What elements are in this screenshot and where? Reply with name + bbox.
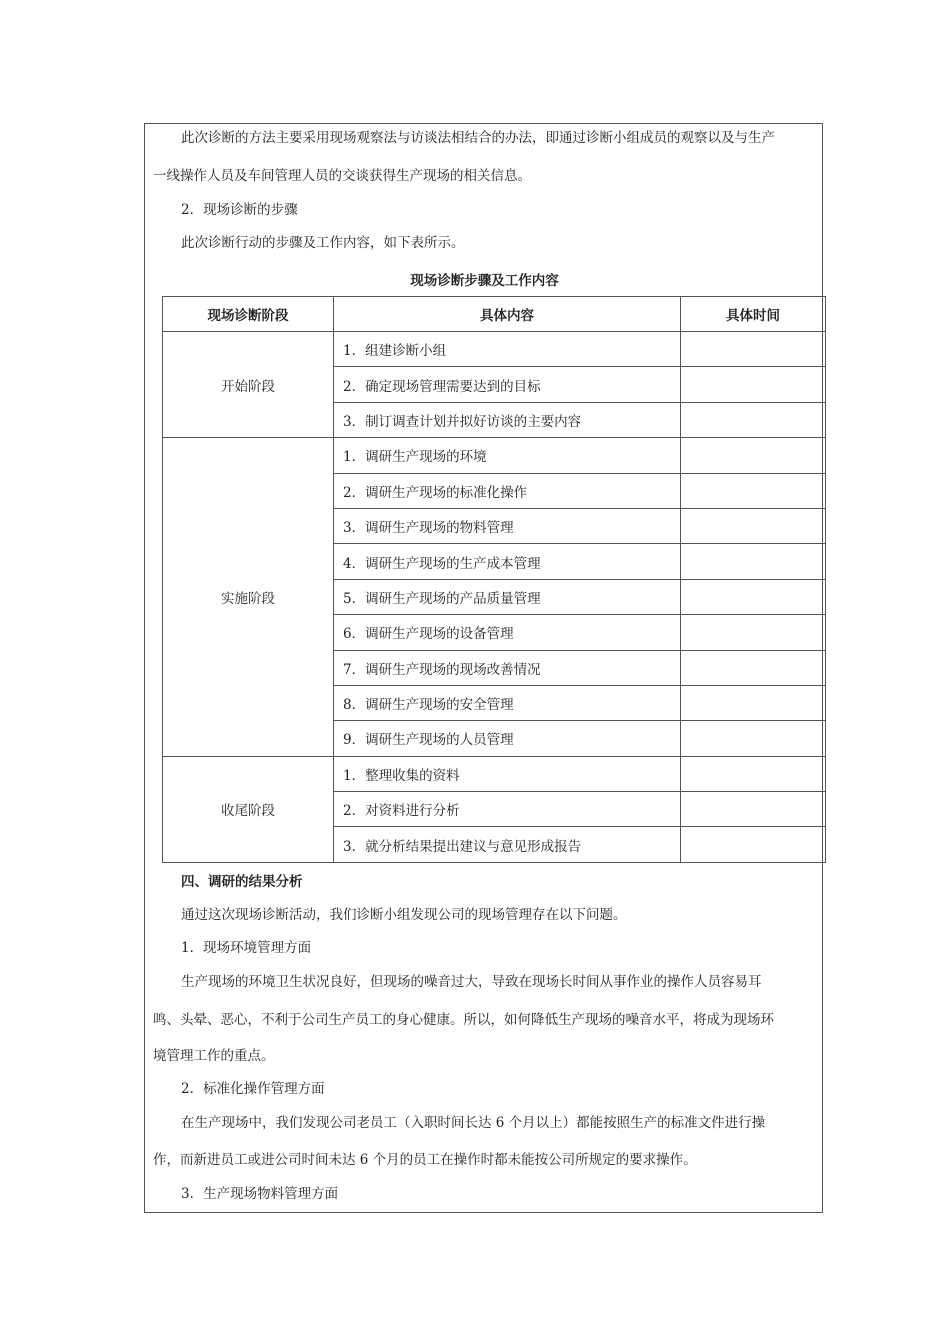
content-cell: 4．调研生产现场的生产成本管理 <box>334 544 681 579</box>
stage-cell: 收尾阶段 <box>163 756 334 862</box>
steps-table <box>162 296 826 863</box>
step-heading: 2．现场诊断的步骤 <box>181 202 298 218</box>
intro-line-2: 一线操作人员及车间管理人员的交谈获得生产现场的相关信息。 <box>153 168 531 184</box>
section-1-line-2: 鸣、头晕、恶心，不利于公司生产员工的身心健康。所以，如何降低生产现场的噪音水平，将成为现场环 <box>153 1012 774 1028</box>
content-cell: 1．整理收集的资料 <box>334 756 681 791</box>
table-header-row <box>163 297 826 332</box>
table-row <box>163 332 826 367</box>
time-cell <box>681 792 826 827</box>
document-frame <box>144 123 823 1213</box>
time-cell <box>681 615 826 650</box>
section-2-line-2: 作，而新进员工或进公司时间未达 6 个月的员工在操作时都未能按公司所规定的要求操作。 <box>153 1152 697 1168</box>
table-row <box>163 756 826 791</box>
analysis-intro: 通过这次现场诊断活动，我们诊断小组发现公司的现场管理存在以下问题。 <box>181 907 627 923</box>
time-cell <box>681 579 826 614</box>
content-cell: 3．就分析结果提出建议与意见形成报告 <box>334 827 681 862</box>
time-cell <box>681 438 826 473</box>
content-cell: 9．调研生产现场的人员管理 <box>334 721 681 756</box>
section-1-title: 1．现场环境管理方面 <box>181 940 312 956</box>
content-cell: 1．组建诊断小组 <box>334 332 681 367</box>
time-cell <box>681 508 826 543</box>
content-cell: 6．调研生产现场的设备管理 <box>334 615 681 650</box>
content-cell: 7．调研生产现场的现场改善情况 <box>334 650 681 685</box>
header-stage: 现场诊断阶段 <box>163 297 334 332</box>
section-2-line-1: 在生产现场中，我们发现公司老员工（入职时间长达 6 个月以上）都能按照生产的标准文件进行操 <box>181 1115 766 1131</box>
content-cell: 3．制订调查计划并拟好访谈的主要内容 <box>334 402 681 437</box>
time-cell <box>681 544 826 579</box>
time-cell <box>681 367 826 402</box>
section-3-title: 3．生产现场物料管理方面 <box>181 1186 339 1202</box>
content-cell: 2．确定现场管理需要达到的目标 <box>334 367 681 402</box>
content-cell: 2．对资料进行分析 <box>334 792 681 827</box>
section-2-title: 2．标准化操作管理方面 <box>181 1081 325 1097</box>
section-1-line-3: 境管理工作的重点。 <box>153 1048 275 1064</box>
time-cell <box>681 685 826 720</box>
content-cell: 8．调研生产现场的安全管理 <box>334 685 681 720</box>
time-cell <box>681 756 826 791</box>
time-cell <box>681 650 826 685</box>
content-cell: 1．调研生产现场的环境 <box>334 438 681 473</box>
intro-line-1: 此次诊断的方法主要采用现场观察法与访谈法相结合的办法，即通过诊断小组成员的观察以及与生产 <box>181 130 775 146</box>
table-row <box>163 438 826 473</box>
table-caption: 现场诊断步骤及工作内容 <box>410 273 559 289</box>
step-intro: 此次诊断行动的步骤及工作内容，如下表所示。 <box>181 235 465 251</box>
time-cell <box>681 332 826 367</box>
time-cell <box>681 827 826 862</box>
section-1-line-1: 生产现场的环境卫生状况良好，但现场的噪音过大，导致在现场长时间从事作业的操作人员容易耳 <box>181 974 762 990</box>
content-cell: 3．调研生产现场的物料管理 <box>334 508 681 543</box>
content-cell: 5．调研生产现场的产品质量管理 <box>334 579 681 614</box>
stage-cell: 开始阶段 <box>163 332 334 438</box>
time-cell <box>681 402 826 437</box>
header-content: 具体内容 <box>334 297 681 332</box>
stage-cell: 实施阶段 <box>163 438 334 757</box>
time-cell <box>681 721 826 756</box>
header-time: 具体时间 <box>681 297 826 332</box>
analysis-heading: 四、调研的结果分析 <box>181 874 303 890</box>
time-cell <box>681 473 826 508</box>
content-cell: 2．调研生产现场的标准化操作 <box>334 473 681 508</box>
